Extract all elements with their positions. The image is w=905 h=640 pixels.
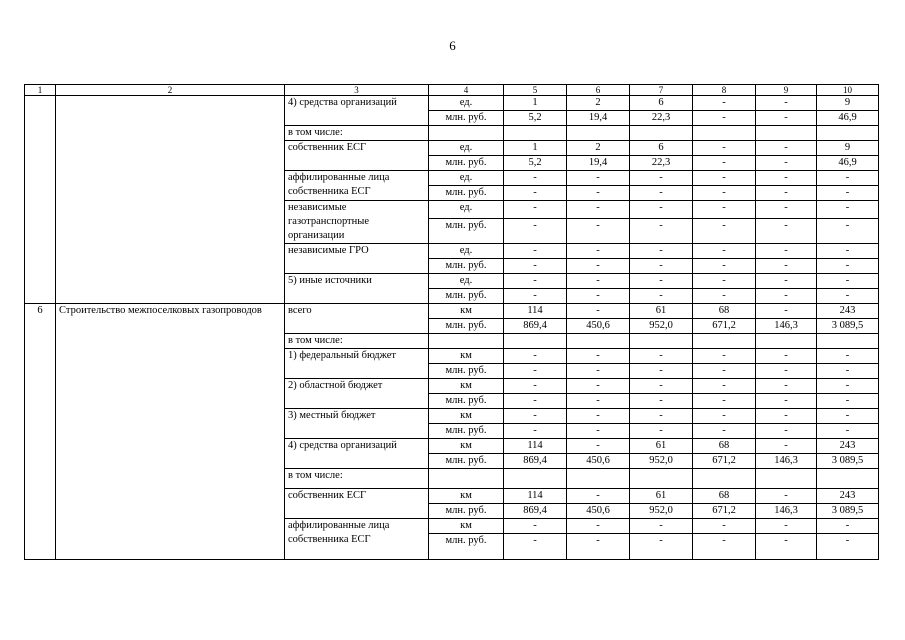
value-cell <box>756 469 817 489</box>
indicator-cell: аффилированные лица собственника ЕСГ <box>285 171 429 201</box>
value-cell: 22,3 <box>630 111 693 126</box>
value-cell: 671,2 <box>693 504 756 519</box>
value-cell: - <box>756 141 817 156</box>
value-cell <box>504 334 567 349</box>
value-cell: 243 <box>817 489 879 504</box>
unit-cell: млн. руб. <box>429 534 504 560</box>
value-cell: - <box>630 364 693 379</box>
indicator-cell: собственник ЕСГ <box>285 489 429 519</box>
value-cell: - <box>504 219 567 244</box>
header-cell: 5 <box>504 85 567 96</box>
value-cell <box>567 469 630 489</box>
value-cell: - <box>756 409 817 424</box>
value-cell: 869,4 <box>504 504 567 519</box>
value-cell: - <box>693 364 756 379</box>
value-cell: 6 <box>630 141 693 156</box>
value-cell: - <box>567 349 630 364</box>
value-cell: - <box>756 424 817 439</box>
value-cell: - <box>693 156 756 171</box>
value-cell: - <box>693 379 756 394</box>
value-cell: 3 089,5 <box>817 319 879 334</box>
value-cell: - <box>693 424 756 439</box>
value-cell: - <box>756 394 817 409</box>
unit-cell <box>429 126 504 141</box>
value-cell: - <box>504 171 567 186</box>
unit-cell: ед. <box>429 244 504 259</box>
value-cell: 243 <box>817 304 879 319</box>
value-cell: - <box>693 141 756 156</box>
row-name-cell <box>56 96 285 304</box>
value-cell <box>693 469 756 489</box>
value-cell: - <box>693 519 756 534</box>
value-cell: - <box>693 186 756 201</box>
unit-cell: ед. <box>429 96 504 111</box>
value-cell: - <box>630 171 693 186</box>
value-cell: - <box>693 244 756 259</box>
value-cell: - <box>817 244 879 259</box>
indicator-cell: независимые ГРО <box>285 244 429 274</box>
value-cell: - <box>630 394 693 409</box>
value-cell: 671,2 <box>693 319 756 334</box>
value-cell: 952,0 <box>630 319 693 334</box>
value-cell: - <box>504 409 567 424</box>
value-cell: - <box>693 219 756 244</box>
unit-cell: млн. руб. <box>429 259 504 274</box>
value-cell: - <box>693 201 756 219</box>
value-cell: - <box>817 349 879 364</box>
value-cell: - <box>817 379 879 394</box>
value-cell: 671,2 <box>693 454 756 469</box>
unit-cell: ед. <box>429 201 504 219</box>
table-row <box>25 304 879 319</box>
indicator-cell: 3) местный бюджет <box>285 409 429 439</box>
value-cell: - <box>817 274 879 289</box>
value-cell: - <box>630 274 693 289</box>
value-cell <box>504 126 567 141</box>
unit-cell: млн. руб. <box>429 504 504 519</box>
page-number: 6 <box>449 38 456 53</box>
value-cell: - <box>756 186 817 201</box>
value-cell: - <box>567 424 630 439</box>
value-cell: 450,6 <box>567 504 630 519</box>
value-cell: - <box>567 304 630 319</box>
unit-cell: млн. руб. <box>429 289 504 304</box>
value-cell: - <box>504 364 567 379</box>
value-cell: - <box>504 519 567 534</box>
value-cell: 450,6 <box>567 319 630 334</box>
data-table <box>24 84 879 560</box>
indicator-cell: аффилированные лица собственника ЕСГ <box>285 519 429 560</box>
value-cell: - <box>756 364 817 379</box>
value-cell: - <box>693 534 756 560</box>
value-cell <box>630 126 693 141</box>
value-cell: 3 089,5 <box>817 504 879 519</box>
value-cell: - <box>756 439 817 454</box>
value-cell: 1 <box>504 96 567 111</box>
value-cell: - <box>817 289 879 304</box>
value-cell: 46,9 <box>817 111 879 126</box>
value-cell: - <box>504 424 567 439</box>
unit-cell: млн. руб. <box>429 111 504 126</box>
value-cell: 19,4 <box>567 156 630 171</box>
value-cell: - <box>504 244 567 259</box>
value-cell: 5,2 <box>504 111 567 126</box>
header-cell: 10 <box>817 85 879 96</box>
value-cell: - <box>567 289 630 304</box>
value-cell: - <box>756 349 817 364</box>
value-cell: - <box>567 439 630 454</box>
value-cell: - <box>567 534 630 560</box>
value-cell: - <box>756 534 817 560</box>
unit-cell: млн. руб. <box>429 186 504 201</box>
value-cell: 952,0 <box>630 454 693 469</box>
unit-cell: ед. <box>429 141 504 156</box>
value-cell: - <box>630 186 693 201</box>
unit-cell: млн. руб. <box>429 364 504 379</box>
header-cell: 2 <box>56 85 285 96</box>
value-cell: - <box>504 349 567 364</box>
unit-cell: км <box>429 519 504 534</box>
row-number-cell <box>25 96 56 304</box>
value-cell: 146,3 <box>756 319 817 334</box>
value-cell: - <box>693 259 756 274</box>
value-cell: - <box>630 259 693 274</box>
value-cell: - <box>756 379 817 394</box>
value-cell: - <box>504 274 567 289</box>
value-cell: - <box>756 259 817 274</box>
unit-cell: млн. руб. <box>429 424 504 439</box>
value-cell: - <box>504 186 567 201</box>
value-cell: - <box>567 364 630 379</box>
value-cell: - <box>567 489 630 504</box>
value-cell: 6 <box>630 96 693 111</box>
value-cell <box>693 126 756 141</box>
value-cell: 61 <box>630 439 693 454</box>
indicator-cell: независимые газотранспортные организации <box>285 201 429 244</box>
value-cell: - <box>693 394 756 409</box>
row-name-cell: Строительство межпоселковых газопроводов <box>56 304 285 560</box>
value-cell <box>630 469 693 489</box>
value-cell: - <box>756 489 817 504</box>
unit-cell: ед. <box>429 274 504 289</box>
unit-cell: км <box>429 409 504 424</box>
unit-cell <box>429 334 504 349</box>
value-cell <box>567 334 630 349</box>
value-cell: - <box>567 219 630 244</box>
value-cell: - <box>756 219 817 244</box>
value-cell: - <box>817 259 879 274</box>
unit-cell: км <box>429 304 504 319</box>
value-cell: - <box>817 171 879 186</box>
value-cell: 1 <box>504 141 567 156</box>
value-cell: - <box>693 111 756 126</box>
value-cell <box>756 126 817 141</box>
value-cell: - <box>693 289 756 304</box>
value-cell: - <box>756 519 817 534</box>
value-cell: 19,4 <box>567 111 630 126</box>
header-cell: 4 <box>429 85 504 96</box>
unit-cell: млн. руб. <box>429 156 504 171</box>
value-cell: 68 <box>693 439 756 454</box>
value-cell: - <box>693 409 756 424</box>
unit-cell: млн. руб. <box>429 394 504 409</box>
indicator-cell: 4) средства организаций <box>285 439 429 469</box>
value-cell: - <box>817 219 879 244</box>
value-cell: 22,3 <box>630 156 693 171</box>
header-cell: 7 <box>630 85 693 96</box>
value-cell <box>693 334 756 349</box>
value-cell: 243 <box>817 439 879 454</box>
value-cell: - <box>630 424 693 439</box>
value-cell: 61 <box>630 304 693 319</box>
value-cell: - <box>817 409 879 424</box>
value-cell: - <box>693 349 756 364</box>
value-cell: - <box>756 171 817 186</box>
row-number-cell: 6 <box>25 304 56 560</box>
value-cell: 61 <box>630 489 693 504</box>
value-cell <box>817 334 879 349</box>
value-cell: - <box>756 111 817 126</box>
unit-cell <box>429 469 504 489</box>
value-cell: - <box>567 259 630 274</box>
unit-cell: млн. руб. <box>429 219 504 244</box>
value-cell: 2 <box>567 141 630 156</box>
header-cell: 9 <box>756 85 817 96</box>
indicator-cell: в том числе: <box>285 334 429 349</box>
value-cell: - <box>817 534 879 560</box>
unit-cell: км <box>429 379 504 394</box>
unit-cell: км <box>429 439 504 454</box>
value-cell: - <box>567 244 630 259</box>
value-cell: - <box>630 519 693 534</box>
value-cell: - <box>817 364 879 379</box>
value-cell: - <box>693 96 756 111</box>
header-cell: 3 <box>285 85 429 96</box>
value-cell <box>817 469 879 489</box>
value-cell: - <box>567 201 630 219</box>
value-cell: 9 <box>817 141 879 156</box>
value-cell: - <box>504 289 567 304</box>
unit-cell: км <box>429 489 504 504</box>
value-cell: 9 <box>817 96 879 111</box>
value-cell: - <box>504 259 567 274</box>
value-cell: - <box>630 534 693 560</box>
value-cell: - <box>756 289 817 304</box>
value-cell: - <box>630 409 693 424</box>
value-cell: - <box>630 219 693 244</box>
unit-cell: км <box>429 349 504 364</box>
value-cell: - <box>567 409 630 424</box>
value-cell: - <box>567 379 630 394</box>
value-cell: 46,9 <box>817 156 879 171</box>
indicator-cell: 5) иные источники <box>285 274 429 304</box>
value-cell: 869,4 <box>504 454 567 469</box>
unit-cell: млн. руб. <box>429 454 504 469</box>
value-cell: - <box>693 274 756 289</box>
indicator-cell: собственник ЕСГ <box>285 141 429 171</box>
indicator-cell: 2) областной бюджет <box>285 379 429 409</box>
value-cell: - <box>630 289 693 304</box>
value-cell: - <box>630 349 693 364</box>
value-cell: 68 <box>693 489 756 504</box>
value-cell: - <box>504 394 567 409</box>
value-cell: - <box>817 519 879 534</box>
value-cell: 114 <box>504 304 567 319</box>
value-cell: 5,2 <box>504 156 567 171</box>
value-cell: - <box>756 244 817 259</box>
value-cell: - <box>756 201 817 219</box>
value-cell: - <box>504 534 567 560</box>
value-cell: - <box>567 186 630 201</box>
value-cell: - <box>817 394 879 409</box>
value-cell: - <box>567 519 630 534</box>
header-cell: 1 <box>25 85 56 96</box>
value-cell: 869,4 <box>504 319 567 334</box>
value-cell: 114 <box>504 489 567 504</box>
value-cell: - <box>630 201 693 219</box>
value-cell: - <box>756 304 817 319</box>
indicator-cell: 4) средства организаций <box>285 96 429 126</box>
value-cell: - <box>504 201 567 219</box>
indicator-cell: в том числе: <box>285 126 429 141</box>
value-cell: - <box>630 244 693 259</box>
indicator-cell: всего <box>285 304 429 334</box>
value-cell: 450,6 <box>567 454 630 469</box>
value-cell: - <box>756 274 817 289</box>
value-cell: - <box>630 379 693 394</box>
value-cell: 68 <box>693 304 756 319</box>
header-cell: 8 <box>693 85 756 96</box>
value-cell: - <box>567 274 630 289</box>
header-cell: 6 <box>567 85 630 96</box>
value-cell <box>504 469 567 489</box>
unit-cell: млн. руб. <box>429 319 504 334</box>
value-cell <box>817 126 879 141</box>
value-cell: - <box>756 96 817 111</box>
value-cell <box>567 126 630 141</box>
value-cell: - <box>756 156 817 171</box>
table-row <box>25 96 879 111</box>
value-cell: 952,0 <box>630 504 693 519</box>
value-cell: 3 089,5 <box>817 454 879 469</box>
value-cell: - <box>567 394 630 409</box>
value-cell: 2 <box>567 96 630 111</box>
value-cell: - <box>817 186 879 201</box>
value-cell: 146,3 <box>756 454 817 469</box>
value-cell: - <box>693 171 756 186</box>
indicator-cell: 1) федеральный бюджет <box>285 349 429 379</box>
value-cell: - <box>817 424 879 439</box>
value-cell <box>756 334 817 349</box>
value-cell: - <box>567 171 630 186</box>
value-cell: 114 <box>504 439 567 454</box>
value-cell: 146,3 <box>756 504 817 519</box>
header-row <box>25 85 879 96</box>
value-cell <box>630 334 693 349</box>
value-cell: - <box>817 201 879 219</box>
unit-cell: ед. <box>429 171 504 186</box>
indicator-cell: в том числе: <box>285 469 429 489</box>
value-cell: - <box>504 379 567 394</box>
